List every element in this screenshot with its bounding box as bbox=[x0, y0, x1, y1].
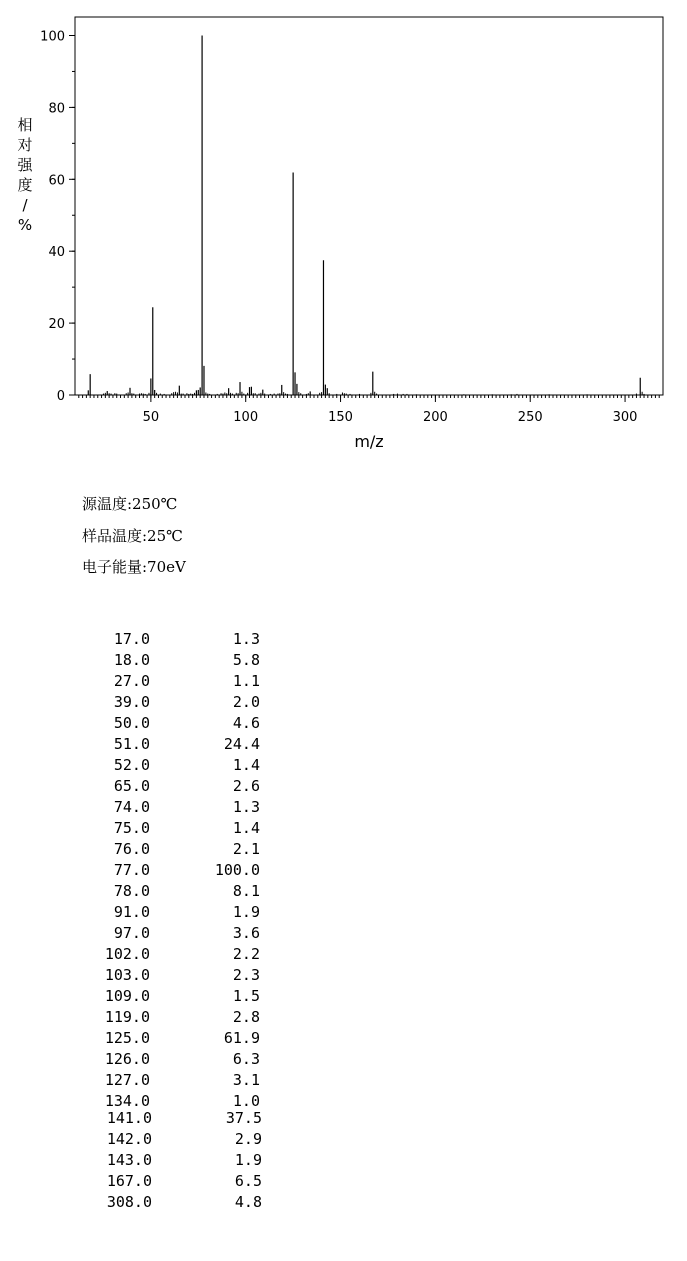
y-tick-label: 80 bbox=[48, 101, 65, 117]
y-tick-label: 40 bbox=[48, 245, 65, 261]
peak-intensity: 2.3 bbox=[232, 966, 260, 984]
peak-intensity: 5.8 bbox=[232, 651, 260, 669]
y-axis-label-char: / bbox=[22, 196, 28, 214]
peak-mz: 17.0 bbox=[113, 630, 150, 648]
peak-row bbox=[2, 1193, 302, 1213]
peak-mz: 127.0 bbox=[104, 1071, 150, 1089]
peak-row bbox=[0, 861, 300, 881]
peak-row bbox=[0, 756, 300, 776]
peak-row bbox=[0, 693, 300, 713]
peak-mz: 308.0 bbox=[106, 1193, 152, 1211]
peak-mz: 167.0 bbox=[106, 1172, 152, 1190]
peak-mz: 39.0 bbox=[113, 693, 150, 711]
peak-row bbox=[0, 819, 300, 839]
peak-mz: 102.0 bbox=[104, 945, 150, 963]
peak-intensity: 24.4 bbox=[223, 735, 260, 753]
peak-intensity: 1.0 bbox=[232, 1092, 260, 1110]
peak-intensity: 1.4 bbox=[232, 756, 260, 774]
peak-intensity: 1.4 bbox=[232, 819, 260, 837]
peak-intensity: 4.6 bbox=[232, 714, 260, 732]
source-temperature: 源温度:250℃ bbox=[82, 495, 178, 513]
peak-intensity: 3.1 bbox=[232, 1071, 260, 1089]
peak-row bbox=[2, 1109, 302, 1129]
y-tick-label: 100 bbox=[40, 29, 65, 45]
peak-intensity: 1.3 bbox=[232, 798, 260, 816]
peak-intensity: 6.3 bbox=[232, 1050, 260, 1068]
peak-mz: 109.0 bbox=[104, 987, 150, 1005]
peak-mz: 141.0 bbox=[106, 1109, 152, 1127]
peak-intensity: 100.0 bbox=[214, 861, 260, 879]
peak-row bbox=[0, 672, 300, 692]
y-axis-label-char: 度 bbox=[17, 176, 33, 194]
x-axis-label: m/z bbox=[354, 432, 384, 451]
peak-intensity: 1.3 bbox=[232, 630, 260, 648]
peak-row bbox=[2, 1172, 302, 1192]
peak-row bbox=[0, 987, 300, 1007]
y-axis-label-char: % bbox=[17, 216, 33, 234]
peak-mz: 65.0 bbox=[113, 777, 150, 795]
peak-mz: 97.0 bbox=[113, 924, 150, 942]
x-tick-label: 50 bbox=[142, 410, 160, 425]
peak-intensity: 8.1 bbox=[232, 882, 260, 900]
peak-intensity: 2.8 bbox=[232, 1008, 260, 1026]
peak-intensity: 6.5 bbox=[234, 1172, 262, 1190]
y-tick-label: 0 bbox=[56, 389, 65, 404]
peak-mz: 126.0 bbox=[104, 1050, 150, 1068]
peak-intensity: 2.0 bbox=[232, 693, 260, 711]
peak-row bbox=[0, 1029, 300, 1049]
peak-row bbox=[0, 840, 300, 860]
peak-intensity: 61.9 bbox=[223, 1029, 260, 1047]
y-tick-label: 20 bbox=[48, 317, 65, 333]
y-axis-label-char: 相 bbox=[17, 116, 33, 134]
electron-energy: 电子能量:70eV bbox=[82, 558, 186, 576]
peak-mz: 142.0 bbox=[106, 1130, 152, 1148]
peak-mz: 74.0 bbox=[113, 798, 150, 816]
sample-temperature: 样品温度:25℃ bbox=[82, 526, 183, 545]
peak-mz: 75.0 bbox=[113, 819, 150, 837]
peak-row bbox=[0, 777, 300, 797]
peak-row bbox=[0, 735, 300, 755]
x-tick-label: 300 bbox=[612, 410, 638, 425]
peak-mz: 51.0 bbox=[113, 735, 150, 753]
peak-intensity: 2.2 bbox=[232, 945, 260, 963]
peak-row bbox=[0, 798, 300, 818]
peak-row bbox=[0, 1008, 300, 1028]
x-tick-label: 250 bbox=[517, 410, 543, 425]
peak-mz: 119.0 bbox=[104, 1008, 150, 1026]
peak-mz: 52.0 bbox=[113, 756, 150, 774]
x-tick-label: 200 bbox=[422, 410, 448, 425]
peak-intensity: 1.9 bbox=[232, 903, 260, 921]
peak-row bbox=[0, 924, 300, 944]
peak-intensity: 3.6 bbox=[232, 924, 260, 942]
peak-row bbox=[0, 945, 300, 965]
peak-mz: 103.0 bbox=[104, 966, 150, 984]
peak-intensity: 1.5 bbox=[232, 987, 260, 1005]
peak-intensity: 2.9 bbox=[234, 1130, 262, 1148]
peak-mz: 143.0 bbox=[106, 1151, 152, 1169]
peak-mz: 125.0 bbox=[104, 1029, 150, 1047]
peak-mz: 134.0 bbox=[104, 1092, 150, 1110]
peak-intensity: 2.1 bbox=[232, 840, 260, 858]
y-tick-label: 60 bbox=[48, 173, 65, 189]
peak-mz: 27.0 bbox=[113, 672, 150, 690]
peak-mz: 76.0 bbox=[113, 840, 150, 858]
peak-mz: 78.0 bbox=[113, 882, 150, 900]
peak-row bbox=[0, 966, 300, 986]
peak-mz: 50.0 bbox=[113, 714, 150, 732]
peak-row bbox=[0, 882, 300, 902]
peak-row bbox=[0, 651, 300, 671]
peak-row bbox=[0, 714, 300, 734]
peak-intensity: 1.9 bbox=[234, 1151, 262, 1169]
peak-row bbox=[2, 1130, 302, 1150]
peak-row bbox=[0, 1071, 300, 1091]
peak-mz: 77.0 bbox=[113, 861, 150, 879]
peak-intensity: 1.1 bbox=[232, 672, 260, 690]
x-tick-label: 100 bbox=[233, 410, 259, 425]
peak-mz: 91.0 bbox=[113, 903, 150, 921]
peak-row bbox=[0, 903, 300, 923]
x-tick-label: 150 bbox=[328, 410, 353, 425]
peak-row bbox=[0, 630, 300, 650]
peak-row bbox=[0, 1050, 300, 1070]
peak-intensity: 37.5 bbox=[225, 1109, 262, 1127]
peak-intensity: 2.6 bbox=[232, 777, 260, 795]
peak-row bbox=[2, 1151, 302, 1171]
y-axis-label-char: 对 bbox=[17, 136, 33, 154]
peak-intensity: 4.8 bbox=[234, 1193, 262, 1211]
y-axis-label-char: 强 bbox=[17, 156, 33, 174]
peak-mz: 18.0 bbox=[113, 651, 150, 669]
